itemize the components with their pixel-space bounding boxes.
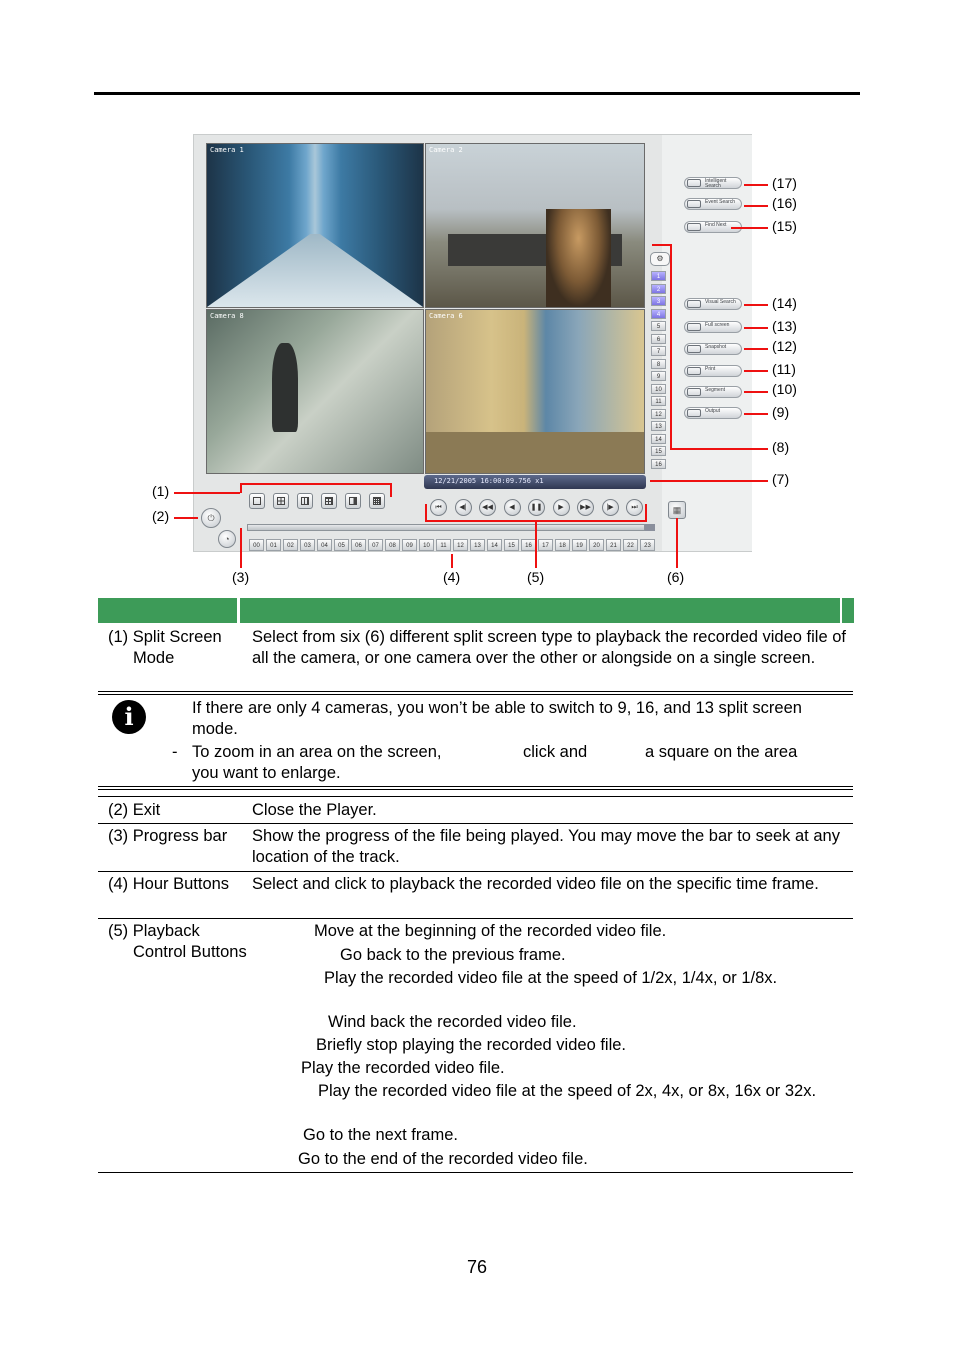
callout-bracket — [390, 483, 392, 497]
callout-bracket — [240, 483, 392, 485]
callout-bracket — [645, 504, 647, 521]
camera-label: Camera 6 — [429, 312, 463, 320]
callout-line — [744, 304, 768, 306]
camera-number-button[interactable]: 4 — [651, 309, 666, 319]
split-6-button[interactable] — [297, 493, 313, 509]
callout-16: (16) — [772, 195, 797, 211]
row-label-playback: (5) Playback Control Buttons — [108, 922, 247, 961]
camera-label: Camera 8 — [210, 312, 244, 320]
callout-line — [744, 205, 768, 207]
rewind-button[interactable]: ◀ — [504, 499, 521, 516]
callout-14: (14) — [772, 295, 797, 311]
playback-item: Briefly stop playing the recorded video file. — [316, 1036, 627, 1054]
snapshot-button[interactable]: Snapshot — [684, 343, 742, 355]
table-rule — [98, 871, 853, 872]
pause-button[interactable]: ❚❚ — [528, 499, 545, 516]
hour-button[interactable]: 19 — [572, 539, 587, 551]
hour-button[interactable]: 13 — [470, 539, 485, 551]
next-frame-button[interactable]: |▶ — [602, 499, 619, 516]
split-4-button[interactable] — [273, 493, 289, 509]
camera-select-icon[interactable]: ⚙ — [650, 252, 670, 266]
speed-dial-button[interactable] — [218, 530, 236, 548]
camera-number-button[interactable]: 7 — [651, 346, 666, 356]
callout-bracket — [240, 483, 242, 493]
callout-7: (7) — [772, 471, 790, 487]
hour-button[interactable]: 06 — [351, 539, 366, 551]
row-desc-split-screen: Select from six (6) different split screen type to playback the recorded video file of all the camera, or one camera over the other or alongside on a single screen. — [252, 628, 846, 667]
print-button[interactable]: Print — [684, 365, 742, 377]
hour-button[interactable]: 22 — [623, 539, 638, 551]
exit-power-button[interactable] — [201, 508, 221, 528]
note-line-1: If there are only 4 cameras, you won’t be able to switch to 9, 16, and 13 split screen mode. — [192, 699, 802, 738]
output-button[interactable]: Output — [684, 407, 742, 419]
top-rule — [94, 92, 860, 95]
split-9-button[interactable] — [321, 493, 337, 509]
segment-icon — [687, 388, 701, 396]
camera-number-button[interactable]: 1 — [651, 271, 666, 281]
camera-label: Camera 1 — [210, 146, 244, 154]
hour-button[interactable]: 07 — [368, 539, 383, 551]
table-rule — [98, 789, 853, 790]
calendar-button[interactable] — [668, 501, 686, 519]
camera-icon — [687, 345, 701, 353]
hour-button[interactable]: 14 — [487, 539, 502, 551]
callout-2: (2) — [152, 508, 170, 524]
camera-number-button[interactable]: 10 — [651, 384, 666, 394]
callout-bracket — [425, 520, 647, 522]
hour-button[interactable]: 15 — [504, 539, 519, 551]
camera-number-button[interactable]: 13 — [651, 421, 666, 431]
playback-item: Go back to the previous frame. — [340, 946, 566, 964]
hour-button[interactable]: 05 — [334, 539, 349, 551]
callout-line — [744, 391, 768, 393]
callout-6: (6) — [667, 569, 685, 585]
event-search-button[interactable]: Event Search — [684, 198, 742, 210]
callout-10: (10) — [772, 381, 797, 397]
camera-number-button[interactable]: 11 — [651, 396, 666, 406]
visual-search-icon — [687, 300, 701, 308]
split-13-button[interactable] — [345, 493, 361, 509]
split-1-button[interactable] — [249, 493, 265, 509]
callout-line — [672, 448, 768, 450]
hour-button[interactable]: 03 — [300, 539, 315, 551]
row-desc-exit: Close the Player. — [252, 801, 377, 819]
search-icon — [687, 179, 701, 187]
hour-button[interactable]: 11 — [436, 539, 451, 551]
playback-item: Wind back the recorded video file. — [328, 1013, 577, 1031]
visual-search-button[interactable]: Visual Search — [684, 298, 742, 310]
table-rule — [98, 694, 853, 695]
power-icon: ⏻ — [207, 513, 215, 523]
callout-1: (1) — [152, 483, 170, 499]
row-label-exit: (2) Exit — [108, 801, 161, 819]
info-icon: i — [112, 700, 146, 734]
camera-number-button[interactable]: 15 — [651, 446, 666, 456]
calendar-icon: ▦ — [672, 505, 682, 515]
camera-number-button[interactable]: 3 — [651, 296, 666, 306]
callout-line — [240, 528, 242, 568]
start-button[interactable]: ⏮ — [430, 499, 447, 516]
progress-end-marker — [645, 524, 655, 531]
hour-button[interactable]: 18 — [555, 539, 570, 551]
play-button[interactable]: ▶ — [553, 499, 570, 516]
note-line-2b: click and — [523, 743, 588, 761]
full-screen-icon — [687, 323, 701, 331]
row-label-progress: (3) Progress bar — [108, 827, 228, 845]
callout-line — [731, 227, 768, 229]
find-next-icon — [687, 223, 701, 231]
camera-view-4[interactable] — [425, 309, 645, 474]
full-screen-button[interactable]: Full screen — [684, 321, 742, 333]
callout-12: (12) — [772, 338, 797, 354]
playback-item: Play the recorded video file at the speed of 1/2x, 1/4x, or 1/8x. — [324, 969, 778, 987]
callout-9: (9) — [772, 404, 790, 420]
callout-5: (5) — [527, 569, 545, 585]
callout-3: (3) — [232, 569, 250, 585]
callout-line — [650, 480, 768, 482]
hour-button[interactable]: 08 — [385, 539, 400, 551]
hour-button[interactable]: 12 — [453, 539, 468, 551]
table-rule — [98, 918, 853, 919]
callout-line — [676, 518, 678, 568]
callout-15: (15) — [772, 218, 797, 234]
camera-number-button[interactable]: 12 — [651, 409, 666, 419]
callout-4: (4) — [443, 569, 461, 585]
split-16-button[interactable] — [369, 493, 385, 509]
hour-button[interactable]: 01 — [266, 539, 281, 551]
callout-11: (11) — [772, 361, 796, 377]
note-line-2c: a square on the area — [645, 743, 798, 761]
playback-item: Go to the end of the recorded video file. — [298, 1150, 588, 1168]
progress-bar[interactable] — [247, 524, 645, 531]
row-desc-hour: Select and click to playback the recorded video file on the specific time frame. — [252, 875, 819, 893]
dial-icon: ◔ — [224, 534, 230, 544]
table-rule — [98, 823, 853, 824]
search-icon — [687, 200, 701, 208]
intelligent-search-button[interactable]: Intelligent Search — [684, 177, 742, 189]
printer-icon — [687, 367, 701, 375]
callout-line — [744, 370, 768, 372]
find-next-button[interactable]: Find Next — [684, 221, 742, 233]
hour-button[interactable]: 21 — [606, 539, 621, 551]
hour-button[interactable]: 17 — [538, 539, 553, 551]
callout-bracket — [670, 244, 672, 450]
slow-button[interactable]: ◀◀ — [479, 499, 496, 516]
callout-line — [744, 184, 768, 186]
camera-number-button[interactable]: 8 — [651, 359, 666, 369]
hour-button[interactable]: 10 — [419, 539, 434, 551]
playback-item: Play the recorded video file. — [301, 1059, 505, 1077]
row-label-hour: (4) Hour Buttons — [108, 875, 230, 893]
page-number: 76 — [466, 1257, 488, 1277]
share-icon — [687, 409, 701, 417]
player-screenshot — [193, 134, 752, 552]
camera-view-2[interactable] — [425, 143, 645, 308]
callout-8: (8) — [772, 439, 790, 455]
end-button[interactable]: ⏭ — [626, 499, 643, 516]
row-desc-progress: Show the progress of the file being played. You may move the bar to seek at any location of the track. — [252, 827, 840, 866]
previous-frame-button[interactable]: ◀| — [455, 499, 472, 516]
camera-view-1[interactable] — [206, 143, 424, 308]
timestamp: 12/21/2005 16:00:09.756 x1 — [434, 477, 544, 485]
callout-line — [744, 413, 768, 415]
callout-line — [451, 554, 453, 568]
row-label-split-screen: (1) Split Screen Mode — [108, 628, 222, 667]
table-rule — [98, 1172, 853, 1173]
table-rule — [98, 691, 853, 692]
table-header — [98, 598, 854, 623]
hour-button[interactable]: 20 — [589, 539, 604, 551]
callout-17: (17) — [772, 175, 797, 191]
note-dash: - — [172, 743, 178, 761]
note-line-2a: To zoom in an area on the screen, — [192, 743, 442, 761]
hour-button[interactable]: 02 — [283, 539, 298, 551]
playback-item: Move at the beginning of the recorded video file. — [314, 922, 667, 940]
note-line-2d: you want to enlarge. — [192, 764, 341, 782]
callout-line — [535, 520, 537, 568]
hour-button[interactable]: 09 — [402, 539, 417, 551]
hour-button[interactable]: 23 — [640, 539, 655, 551]
playback-item: Play the recorded video file at the speed of 2x, 4x, or 8x, 16x or 32x. — [318, 1082, 817, 1100]
camera-number-button[interactable]: 6 — [651, 334, 666, 344]
hour-button[interactable]: 04 — [317, 539, 332, 551]
callout-bracket — [425, 504, 427, 521]
callout-13: (13) — [772, 318, 797, 334]
hour-button[interactable]: 16 — [521, 539, 536, 551]
camera-number-button[interactable]: 14 — [651, 434, 666, 444]
callout-line — [174, 517, 198, 519]
callout-line — [744, 348, 768, 350]
hour-button[interactable]: 00 — [249, 539, 264, 551]
fast-forward-button[interactable]: ▶▶ — [577, 499, 594, 516]
time-display — [424, 475, 646, 489]
callout-bracket — [652, 244, 672, 246]
camera-view-3[interactable] — [206, 309, 424, 474]
callout-line — [744, 327, 768, 329]
table-rule — [98, 796, 853, 797]
camera-label: Camera 2 — [429, 146, 463, 154]
camera-number-button[interactable]: 5 — [651, 321, 666, 331]
playback-item: Go to the next frame. — [303, 1126, 458, 1144]
camera-number-button[interactable]: 9 — [651, 371, 666, 381]
camera-number-button[interactable]: 2 — [651, 284, 666, 294]
camera-number-button[interactable]: 16 — [651, 459, 666, 469]
segment-button[interactable]: Segment — [684, 386, 742, 398]
callout-line — [174, 492, 240, 494]
table-rule — [98, 786, 853, 787]
